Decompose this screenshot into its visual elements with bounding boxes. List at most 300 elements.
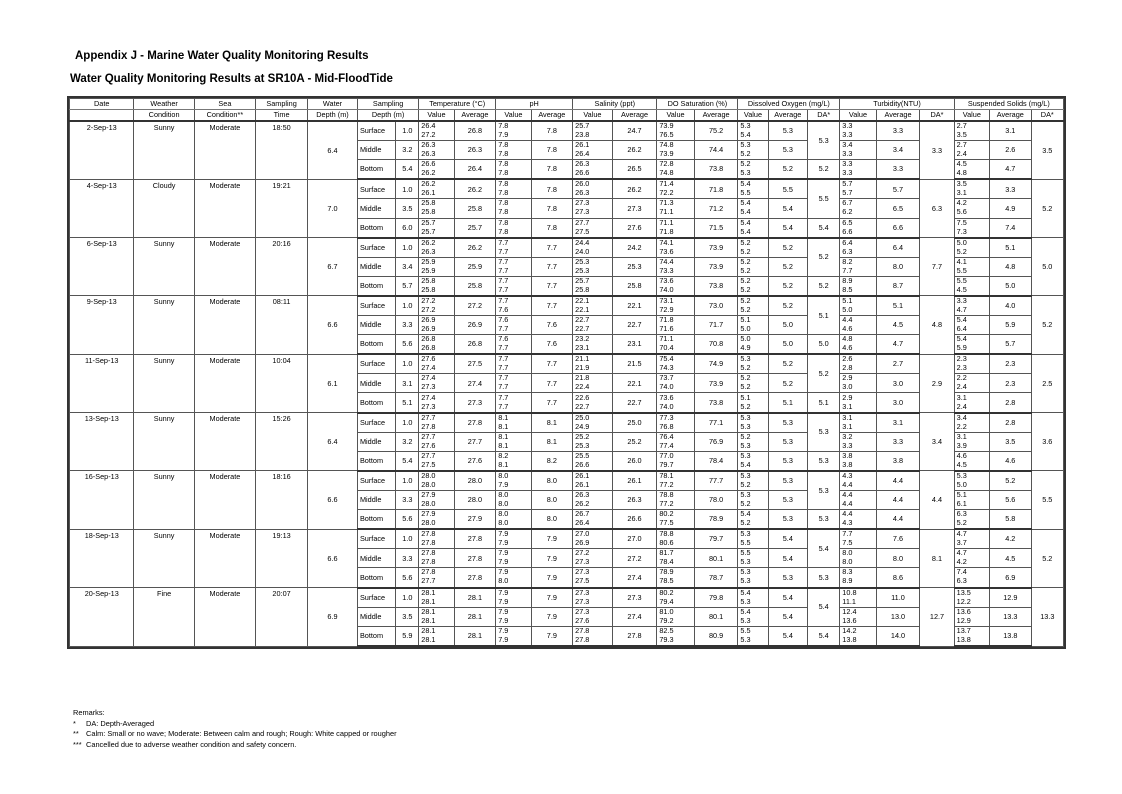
- sea-cell: Moderate: [194, 238, 255, 296]
- suspended-solids-values: [954, 568, 989, 588]
- turbidity-values-reading: 4.4: [842, 509, 853, 519]
- suspended-solids-values-reading: 4.7: [956, 548, 967, 558]
- do-depth-averaged: 5.4: [808, 626, 840, 646]
- header-value: Value: [573, 110, 613, 122]
- do-values-reading: 5.3: [740, 529, 751, 539]
- salinity-values-reading: 22.1: [575, 295, 590, 305]
- do-values: [738, 160, 768, 180]
- turbidity-values-reading: 3.1: [842, 401, 853, 411]
- sampling-depth-cell: 5.7: [396, 276, 419, 296]
- do-saturation-values-reading: 72.9: [659, 304, 674, 314]
- do-saturation-average: 80.1: [694, 549, 738, 568]
- salinity-average: 22.1: [612, 296, 657, 316]
- suspended-solids-values: [954, 276, 989, 296]
- do-saturation-values-reading: 71.1: [659, 207, 674, 217]
- do-saturation-values-reading: 78.9: [659, 567, 674, 577]
- layer-name-cell: Middle: [357, 490, 395, 509]
- header-average: Average: [454, 110, 496, 122]
- do-average: 5.4: [768, 529, 808, 549]
- temp-values: [419, 179, 454, 199]
- suspended-solids-average: 5.9: [990, 316, 1032, 335]
- sampling-depth-cell: 6.0: [396, 218, 419, 238]
- turbidity-values: [840, 257, 876, 276]
- turbidity-average: 5.7: [876, 179, 920, 199]
- do-saturation-values: [657, 179, 694, 199]
- turbidity-average: 3.4: [876, 141, 920, 160]
- temp-values-reading: 28.1: [421, 607, 436, 616]
- ph-values: [496, 374, 531, 393]
- temp-values: [419, 393, 454, 413]
- suspended-solids-values-reading: 5.9: [956, 343, 967, 353]
- turbidity-values-reading: 7.7: [842, 265, 853, 275]
- do-values-reading: 5.5: [740, 188, 751, 198]
- turbidity-values-reading: 3.3: [842, 440, 853, 450]
- header-temperature: Temperature (°C): [419, 99, 496, 110]
- turbidity-values-reading: 3.3: [842, 159, 853, 169]
- temp-average: 28.0: [454, 490, 496, 509]
- turbidity-values-reading: 2.6: [842, 354, 853, 364]
- turbidity-values: [840, 179, 876, 199]
- suspended-solids-values: [954, 451, 989, 471]
- do-values-reading: 5.3: [740, 140, 751, 150]
- do-values-reading: 5.3: [740, 557, 751, 567]
- layer-name-cell: Bottom: [357, 393, 395, 413]
- ph-values-reading: 7.9: [498, 529, 509, 539]
- salinity-values-reading: 26.6: [575, 168, 590, 178]
- suspended-solids-values-reading: 4.6: [956, 451, 967, 460]
- do-values: [738, 568, 768, 588]
- do-saturation-values-reading: 75.4: [659, 354, 674, 364]
- suspended-solids-values-reading: 13.5: [956, 587, 971, 597]
- turbidity-values: [840, 316, 876, 335]
- temp-values-reading: 28.1: [421, 634, 436, 644]
- do-depth-averaged: 5.2: [808, 160, 840, 180]
- do-values-reading: 5.3: [740, 490, 751, 500]
- do-values-reading: 5.2: [740, 257, 751, 266]
- temp-values-reading: 25.8: [421, 198, 436, 208]
- ph-average: 8.0: [531, 471, 573, 491]
- temp-values-reading: 27.8: [421, 538, 436, 548]
- ph-values-reading: 8.0: [498, 576, 509, 586]
- temp-average: 26.2: [454, 238, 496, 258]
- turbidity-values-reading: 8.2: [842, 257, 853, 266]
- ph-average: 8.2: [531, 451, 573, 471]
- temp-values: [419, 549, 454, 568]
- salinity-values-reading: 25.3: [575, 265, 590, 275]
- do-saturation-values-reading: 76.5: [659, 130, 674, 140]
- do-values: [738, 607, 768, 626]
- date-cell: 13-Sep-13: [70, 413, 134, 471]
- temp-values-reading: 27.8: [421, 557, 436, 567]
- temp-values-reading: 26.2: [421, 237, 436, 247]
- do-saturation-values: [657, 588, 694, 608]
- temp-average: 26.3: [454, 141, 496, 160]
- suspended-solids-values-reading: 2.3: [956, 354, 967, 364]
- turbidity-values-reading: 6.6: [842, 226, 853, 236]
- do-saturation-values-reading: 81.7: [659, 548, 674, 558]
- layer-name-cell: Bottom: [357, 451, 395, 471]
- salinity-values-reading: 26.6: [575, 459, 590, 469]
- suspended-solids-values-reading: 3.9: [956, 440, 967, 450]
- ph-values-reading: 7.9: [498, 587, 509, 597]
- remark-text: Calm: Small or no wave; Moderate: Between calm and rough; Rough: White capped or rougher: [86, 729, 397, 738]
- suspended-solids-values: [954, 607, 989, 626]
- do-saturation-values-reading: 79.7: [659, 459, 674, 469]
- water-depth-cell: 6.9: [308, 588, 358, 647]
- do-values-reading: 5.0: [740, 324, 751, 334]
- temp-values-reading: 26.3: [421, 246, 436, 256]
- suspended-solids-average: 5.8: [990, 510, 1032, 530]
- suspended-solids-values-reading: 7.3: [956, 226, 967, 236]
- temp-average: 27.5: [454, 354, 496, 374]
- turbidity-values-reading: 3.8: [842, 451, 853, 460]
- header-water-depth: Water: [308, 99, 358, 110]
- header-da: DA*: [920, 110, 954, 122]
- ph-values-reading: 7.7: [498, 265, 509, 275]
- do-average: 5.2: [768, 296, 808, 316]
- turbidity-values: [840, 141, 876, 160]
- suspended-solids-depth-averaged: 5.2: [1031, 529, 1063, 587]
- temp-values: [419, 257, 454, 276]
- header-value: Value: [738, 110, 768, 122]
- suspended-solids-values-reading: 4.5: [956, 159, 967, 169]
- temp-average: 26.4: [454, 160, 496, 180]
- suspended-solids-values: [954, 179, 989, 199]
- salinity-values-reading: 22.1: [575, 304, 590, 314]
- turbidity-average: 8.6: [876, 568, 920, 588]
- salinity-values-reading: 25.7: [575, 276, 590, 285]
- do-values-reading: 5.2: [740, 518, 751, 528]
- header-average: Average: [612, 110, 657, 122]
- suspended-solids-average: 4.2: [990, 529, 1032, 549]
- turbidity-values: [840, 354, 876, 374]
- ph-average: 7.8: [531, 160, 573, 180]
- suspended-solids-values-reading: 7.4: [956, 567, 967, 577]
- suspended-solids-average: 4.6: [990, 451, 1032, 471]
- temp-average: 27.9: [454, 510, 496, 530]
- salinity-values: [573, 316, 613, 335]
- salinity-values-reading: 26.7: [575, 509, 590, 519]
- temp-values-reading: 27.3: [421, 382, 436, 392]
- ph-values: [496, 218, 531, 238]
- do-saturation-average: 78.0: [694, 490, 738, 509]
- temp-values-reading: 28.0: [421, 518, 436, 528]
- salinity-average: 24.7: [612, 121, 657, 141]
- do-average: 5.3: [768, 432, 808, 451]
- suspended-solids-values-reading: 5.5: [956, 265, 967, 275]
- ph-values-reading: 7.6: [498, 334, 509, 344]
- salinity-values: [573, 413, 613, 433]
- ph-values-reading: 7.9: [498, 634, 509, 644]
- do-saturation-values-reading: 71.1: [659, 334, 674, 344]
- suspended-solids-values-reading: 3.5: [956, 130, 967, 140]
- do-depth-averaged: 5.4: [808, 529, 840, 568]
- header-value: Value: [419, 110, 454, 122]
- salinity-values: [573, 276, 613, 296]
- do-values-reading: 5.3: [740, 451, 751, 460]
- suspended-solids-values-reading: 6.4: [956, 324, 967, 334]
- temp-values: [419, 510, 454, 530]
- suspended-solids-values: [954, 121, 989, 141]
- salinity-values-reading: 26.3: [575, 188, 590, 198]
- suspended-solids-values-reading: 5.2: [956, 518, 967, 528]
- turbidity-values: [840, 296, 876, 316]
- salinity-values-reading: 26.1: [575, 140, 590, 150]
- salinity-average: 26.1: [612, 471, 657, 491]
- ph-average: 7.8: [531, 121, 573, 141]
- ph-values-reading: 7.7: [498, 382, 509, 392]
- temp-values-reading: 25.8: [421, 207, 436, 217]
- layer-name-cell: Middle: [357, 607, 395, 626]
- salinity-average: 23.1: [612, 335, 657, 355]
- turbidity-values-reading: 3.3: [842, 149, 853, 159]
- weather-cell: Sunny: [134, 296, 194, 354]
- temp-values: [419, 413, 454, 433]
- remark-text: DA: Depth-Averaged: [86, 718, 155, 728]
- do-saturation-average: 73.9: [694, 374, 738, 393]
- salinity-values-reading: 21.9: [575, 363, 590, 373]
- suspended-solids-values: [954, 160, 989, 180]
- salinity-values-reading: 27.2: [575, 548, 590, 558]
- weather-cell: Sunny: [134, 238, 194, 296]
- suspended-solids-values-reading: 2.4: [956, 401, 967, 411]
- do-saturation-values: [657, 374, 694, 393]
- do-saturation-values: [657, 257, 694, 276]
- do-saturation-values: [657, 393, 694, 413]
- salinity-values: [573, 160, 613, 180]
- temp-average: 27.8: [454, 568, 496, 588]
- ph-values-reading: 8.1: [498, 459, 509, 469]
- turbidity-values: [840, 510, 876, 530]
- do-depth-averaged: 5.3: [808, 568, 840, 588]
- suspended-solids-values-reading: 5.0: [956, 237, 967, 247]
- temp-values-reading: 27.9: [421, 490, 436, 500]
- do-saturation-values: [657, 568, 694, 588]
- turbidity-average: 3.1: [876, 413, 920, 433]
- do-saturation-values-reading: 72.8: [659, 159, 674, 169]
- ph-values-reading: 8.1: [498, 432, 509, 441]
- table-row: [70, 296, 1064, 316]
- temp-values: [419, 121, 454, 141]
- temp-average: 26.9: [454, 316, 496, 335]
- salinity-average: 22.7: [612, 393, 657, 413]
- do-values: [738, 588, 768, 608]
- temp-average: 25.7: [454, 218, 496, 238]
- salinity-values-reading: 22.4: [575, 382, 590, 392]
- do-saturation-average: 78.4: [694, 451, 738, 471]
- salinity-values-reading: 26.9: [575, 538, 590, 548]
- do-depth-averaged: 5.3: [808, 510, 840, 530]
- date-cell: 11-Sep-13: [70, 354, 134, 412]
- layer-name-cell: Bottom: [357, 626, 395, 646]
- turbidity-values: [840, 199, 876, 218]
- do-saturation-average: 73.9: [694, 257, 738, 276]
- temp-values: [419, 218, 454, 238]
- temp-values: [419, 199, 454, 218]
- suspended-solids-values-reading: 4.2: [956, 557, 967, 567]
- ph-values: [496, 393, 531, 413]
- ph-values-reading: 7.8: [498, 121, 509, 131]
- salinity-values-reading: 27.8: [575, 634, 590, 644]
- temp-values-reading: 28.0: [421, 499, 436, 509]
- turbidity-values-reading: 10.8: [842, 587, 857, 597]
- salinity-average: 27.6: [612, 218, 657, 238]
- ph-average: 7.7: [531, 374, 573, 393]
- turbidity-depth-averaged: 4.4: [920, 471, 954, 529]
- suspended-solids-average: 12.9: [990, 588, 1032, 608]
- ph-values-reading: 7.8: [498, 198, 509, 208]
- sampling-depth-cell: 5.6: [396, 568, 419, 588]
- remark-item: [73, 740, 397, 751]
- do-saturation-average: 77.7: [694, 471, 738, 491]
- do-saturation-values-reading: 71.4: [659, 179, 674, 189]
- suspended-solids-values-reading: 4.7: [956, 304, 967, 314]
- temp-values-reading: 27.7: [421, 451, 436, 460]
- turbidity-values-reading: 7.5: [842, 538, 853, 548]
- do-values-reading: 5.2: [740, 284, 751, 294]
- turbidity-depth-averaged: 3.3: [920, 121, 954, 179]
- turbidity-values-reading: 5.7: [842, 179, 853, 189]
- sampling-depth-cell: 3.1: [396, 374, 419, 393]
- suspended-solids-values-reading: 6.1: [956, 499, 967, 509]
- suspended-solids-values: [954, 413, 989, 433]
- do-average: 5.3: [768, 413, 808, 433]
- do-saturation-values: [657, 238, 694, 258]
- suspended-solids-values-reading: 2.7: [956, 140, 967, 150]
- salinity-values-reading: 25.7: [575, 121, 590, 131]
- temp-values: [419, 451, 454, 471]
- sampling-depth-cell: 1.0: [396, 296, 419, 316]
- salinity-values: [573, 141, 613, 160]
- salinity-values: [573, 549, 613, 568]
- layer-name-cell: Middle: [357, 257, 395, 276]
- ph-values: [496, 335, 531, 355]
- remark-item: [73, 719, 397, 730]
- sampling-depth-cell: 1.0: [396, 179, 419, 199]
- ph-values-reading: 7.7: [498, 246, 509, 256]
- ph-average: 7.7: [531, 238, 573, 258]
- do-saturation-values: [657, 432, 694, 451]
- do-values-reading: 5.3: [740, 576, 751, 586]
- weather-cell: Sunny: [134, 529, 194, 587]
- turbidity-values-reading: 3.3: [842, 121, 853, 131]
- turbidity-values: [840, 160, 876, 180]
- ph-values: [496, 179, 531, 199]
- suspended-solids-values-reading: 5.1: [956, 490, 967, 500]
- salinity-average: 27.4: [612, 607, 657, 626]
- do-values: [738, 626, 768, 646]
- layer-name-cell: Bottom: [357, 276, 395, 296]
- temp-values-reading: 26.4: [421, 121, 436, 131]
- header-average: Average: [876, 110, 920, 122]
- suspended-solids-values-reading: 3.1: [956, 392, 967, 402]
- suspended-solids-values-reading: 7.5: [956, 218, 967, 227]
- suspended-solids-values-reading: 2.4: [956, 149, 967, 159]
- ph-values: [496, 529, 531, 549]
- turbidity-values: [840, 393, 876, 413]
- suspended-solids-average: 4.7: [990, 160, 1032, 180]
- salinity-values: [573, 626, 613, 646]
- do-saturation-values-reading: 74.8: [659, 140, 674, 150]
- layer-name-cell: Surface: [357, 179, 395, 199]
- temp-values: [419, 588, 454, 608]
- ph-average: 7.9: [531, 588, 573, 608]
- ph-values: [496, 471, 531, 491]
- water-depth-cell: 6.6: [308, 529, 358, 587]
- do-saturation-values-reading: 79.3: [659, 634, 674, 644]
- temp-values-reading: 27.8: [421, 421, 436, 431]
- ph-values: [496, 257, 531, 276]
- do-saturation-values-reading: 74.4: [659, 257, 674, 266]
- do-values-reading: 5.2: [740, 159, 751, 169]
- suspended-solids-average: 13.8: [990, 626, 1032, 646]
- suspended-solids-average: 4.5: [990, 549, 1032, 568]
- turbidity-depth-averaged: 6.3: [920, 179, 954, 237]
- salinity-values-reading: 22.7: [575, 315, 590, 325]
- layer-name-cell: Surface: [357, 471, 395, 491]
- suspended-solids-values: [954, 626, 989, 646]
- do-saturation-values-reading: 78.5: [659, 576, 674, 586]
- do-saturation-values-reading: 78.8: [659, 490, 674, 500]
- do-values-reading: 5.4: [740, 207, 751, 217]
- turbidity-values-reading: 4.4: [842, 499, 853, 509]
- layer-name-cell: Bottom: [357, 160, 395, 180]
- remarks: [73, 708, 397, 750]
- turbidity-average: 11.0: [876, 588, 920, 608]
- suspended-solids-values: [954, 218, 989, 238]
- water-depth-cell: 6.1: [308, 354, 358, 412]
- ph-values-reading: 7.9: [498, 538, 509, 548]
- do-average: 5.1: [768, 393, 808, 413]
- suspended-solids-values: [954, 393, 989, 413]
- salinity-values: [573, 335, 613, 355]
- salinity-values: [573, 238, 613, 258]
- do-saturation-values-reading: 77.3: [659, 412, 674, 422]
- weather-cell: Sunny: [134, 471, 194, 529]
- temp-average: 27.7: [454, 432, 496, 451]
- salinity-average: 25.0: [612, 413, 657, 433]
- suspended-solids-average: 6.9: [990, 568, 1032, 588]
- header-average: Average: [531, 110, 573, 122]
- salinity-values: [573, 354, 613, 374]
- turbidity-values-reading: 4.4: [842, 490, 853, 500]
- temp-values-reading: 27.2: [421, 304, 436, 314]
- suspended-solids-average: 2.3: [990, 374, 1032, 393]
- do-average: 5.2: [768, 276, 808, 296]
- ph-values: [496, 121, 531, 141]
- turbidity-average: 8.7: [876, 276, 920, 296]
- suspended-solids-average: 7.4: [990, 218, 1032, 238]
- do-saturation-average: 77.1: [694, 413, 738, 433]
- do-saturation-values: [657, 218, 694, 238]
- do-average: 5.3: [768, 568, 808, 588]
- turbidity-values-reading: 8.3: [842, 567, 853, 577]
- suspended-solids-values-reading: 3.7: [956, 538, 967, 548]
- suspended-solids-values-reading: 2.7: [956, 121, 967, 131]
- turbidity-values: [840, 549, 876, 568]
- do-saturation-values-reading: 74.3: [659, 363, 674, 373]
- suspended-solids-average: 3.1: [990, 121, 1032, 141]
- temp-average: 26.2: [454, 179, 496, 199]
- do-values-reading: 5.3: [740, 470, 751, 480]
- turbidity-values-reading: 5.0: [842, 304, 853, 314]
- ph-values: [496, 607, 531, 626]
- do-saturation-values-reading: 78.1: [659, 470, 674, 480]
- suspended-solids-values: [954, 529, 989, 549]
- turbidity-average: 7.6: [876, 529, 920, 549]
- do-values-reading: 5.3: [740, 421, 751, 431]
- turbidity-average: 2.7: [876, 354, 920, 374]
